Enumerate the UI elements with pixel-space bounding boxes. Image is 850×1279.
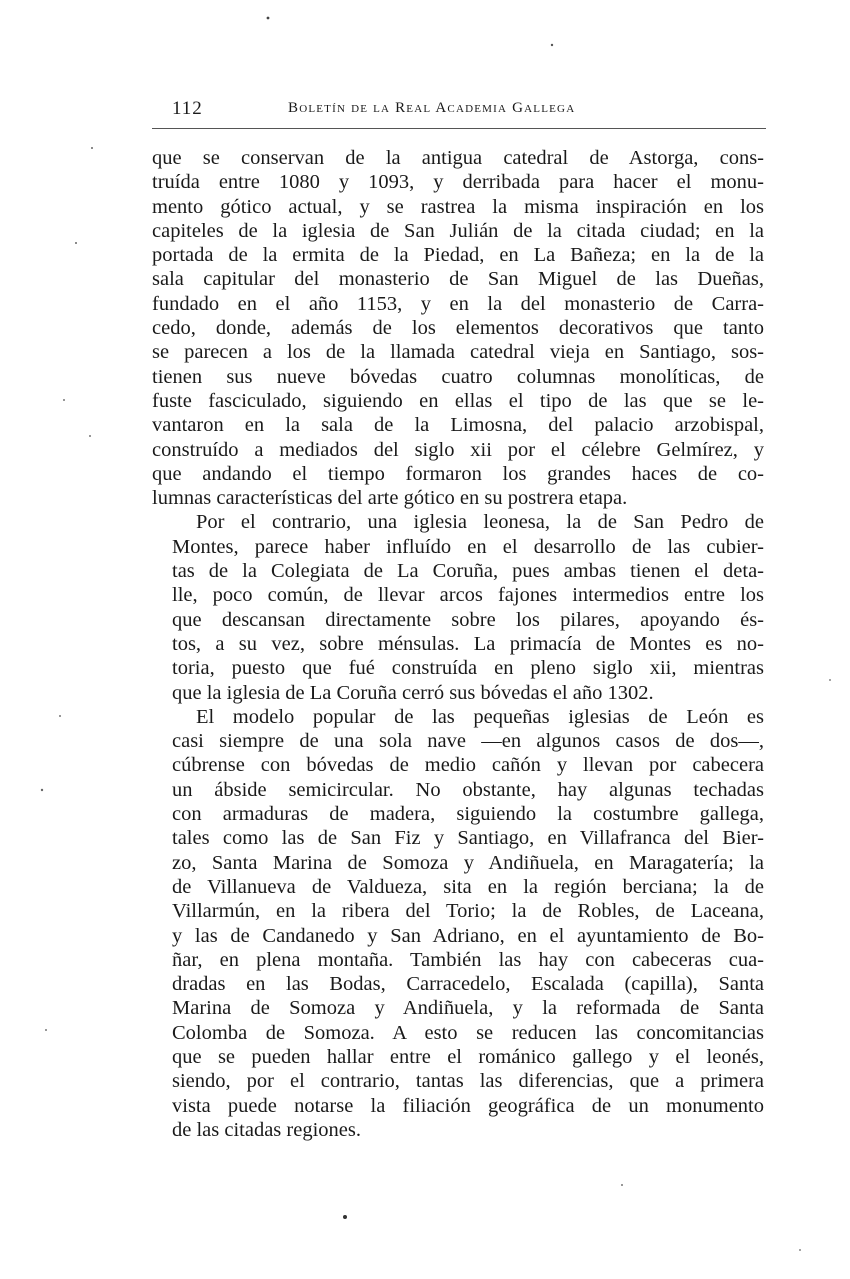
- text-line: ñar, en plena montaña. También las hay con cabeceras cua-: [172, 948, 764, 971]
- text-line: que se conservan de la antigua catedral de Astorga, cons-: [152, 147, 764, 169]
- text-line: portada de la ermita de la Piedad, en La Bañeza; en la de la: [152, 244, 764, 267]
- text-line: y las de Candanedo y San Adriano, en el ayuntamiento de Bo-: [172, 924, 764, 947]
- text-line: de las citadas regiones.: [172, 1118, 361, 1141]
- text-line: tas de la Colegiata de La Coruña, pues ambas tienen el deta-: [172, 560, 764, 583]
- body-text: [146, 146, 764, 1142]
- text-line: lle, poco común, de llevar arcos fajones intermedios entre los: [172, 584, 764, 607]
- text-line: casi siempre de una sola nave —en algunos casos de dos—,: [172, 730, 764, 753]
- text-line: truída entre 1080 y 1093, y derribada para hacer el monu-: [152, 171, 764, 194]
- page-number: 112: [172, 98, 203, 119]
- text-line: El modelo popular de las pequeñas iglesias de León es: [196, 705, 764, 728]
- header-rule: [152, 128, 766, 129]
- text-line: que la iglesia de La Coruña cerró sus bóvedas el año 1302.: [172, 681, 654, 704]
- text-line: tienen sus nueve bóvedas cuatro columnas monolíticas, de: [152, 365, 764, 388]
- text-line: vista puede notarse la filiación geográfica de un monumento: [172, 1094, 764, 1117]
- text-line: tos, a su vez, sobre ménsulas. La primacía de Montes es no-: [172, 632, 764, 655]
- text-line: se parecen a los de la llamada catedral vieja en Santiago, sos-: [152, 341, 764, 364]
- text-line: Montes, parece haber influído en el desarrollo de las cubier-: [172, 535, 764, 558]
- text-line: con armaduras de madera, siguiendo la costumbre gallega,: [172, 803, 764, 826]
- paragraph-3: [146, 705, 764, 1142]
- text-line: que andando el tiempo formaron los grandes haces de co-: [152, 462, 764, 485]
- text-line: Villarmún, en la ribera del Torio; la de Robles, de Laceana,: [172, 900, 764, 923]
- text-line: capiteles de la iglesia de San Julián de la citada ciudad; en la: [152, 219, 764, 242]
- text-line: construído a mediados del siglo xii por el célebre Gelmírez, y: [152, 438, 764, 461]
- text-line: vantaron en la sala de la Limosna, del palacio arzobispal,: [152, 414, 764, 437]
- text-line: de Villanueva de Valdueza, sita en la región berciana; la de: [172, 875, 764, 898]
- page-header: [172, 98, 766, 124]
- text-line: Colomba de Somoza. A esto se reducen las concomitancias: [172, 1021, 764, 1044]
- text-line: Marina de Somoza y Andiñuela, y la reformada de Santa: [172, 997, 764, 1020]
- text-line: zo, Santa Marina de Somoza y Andiñuela, en Maragatería; la: [172, 851, 764, 874]
- text-line: un ábside semicircular. No obstante, hay algunas techadas: [172, 778, 764, 801]
- text-line: cedo, donde, además de los elementos decorativos que tanto: [152, 317, 764, 340]
- text-line: que se pueden hallar entre el románico gallego y el leonés,: [172, 1045, 764, 1068]
- text-line: fuste fasciculado, siguiendo en ellas el tipo de las que se le-: [152, 389, 764, 412]
- text-line: fundado en el año 1153, y en la del monasterio de Carra-: [152, 292, 764, 315]
- text-line: cúbrense con bóvedas de medio cañón y llevan por cabecera: [172, 754, 764, 777]
- text-line: siendo, por el contrario, tantas las diferencias, que a primera: [172, 1070, 764, 1093]
- text-line: tales como las de San Fiz y Santiago, en Villafranca del Bier-: [172, 827, 764, 850]
- paragraph-2: [146, 510, 764, 704]
- text-line: sala capitular del monasterio de San Miguel de las Dueñas,: [152, 268, 764, 291]
- text-line: toria, puesto que fué construída en pleno siglo xii, mientras: [172, 657, 764, 680]
- text-line: que descansan directamente sobre los pilares, apoyando és-: [172, 608, 764, 631]
- paragraph-1: [146, 146, 764, 510]
- running-title: Boletín de la Real Academia Gallega: [288, 100, 576, 116]
- text-line: dradas en las Bodas, Carracedelo, Escalada (capilla), Santa: [172, 973, 764, 996]
- text-line: lumnas características del arte gótico en su postrera etapa.: [152, 487, 628, 510]
- text-line: Por el contrario, una iglesia leonesa, la de San Pedro de: [196, 511, 764, 534]
- text-line: mento gótico actual, y se rastrea la misma inspiración en los: [152, 195, 764, 218]
